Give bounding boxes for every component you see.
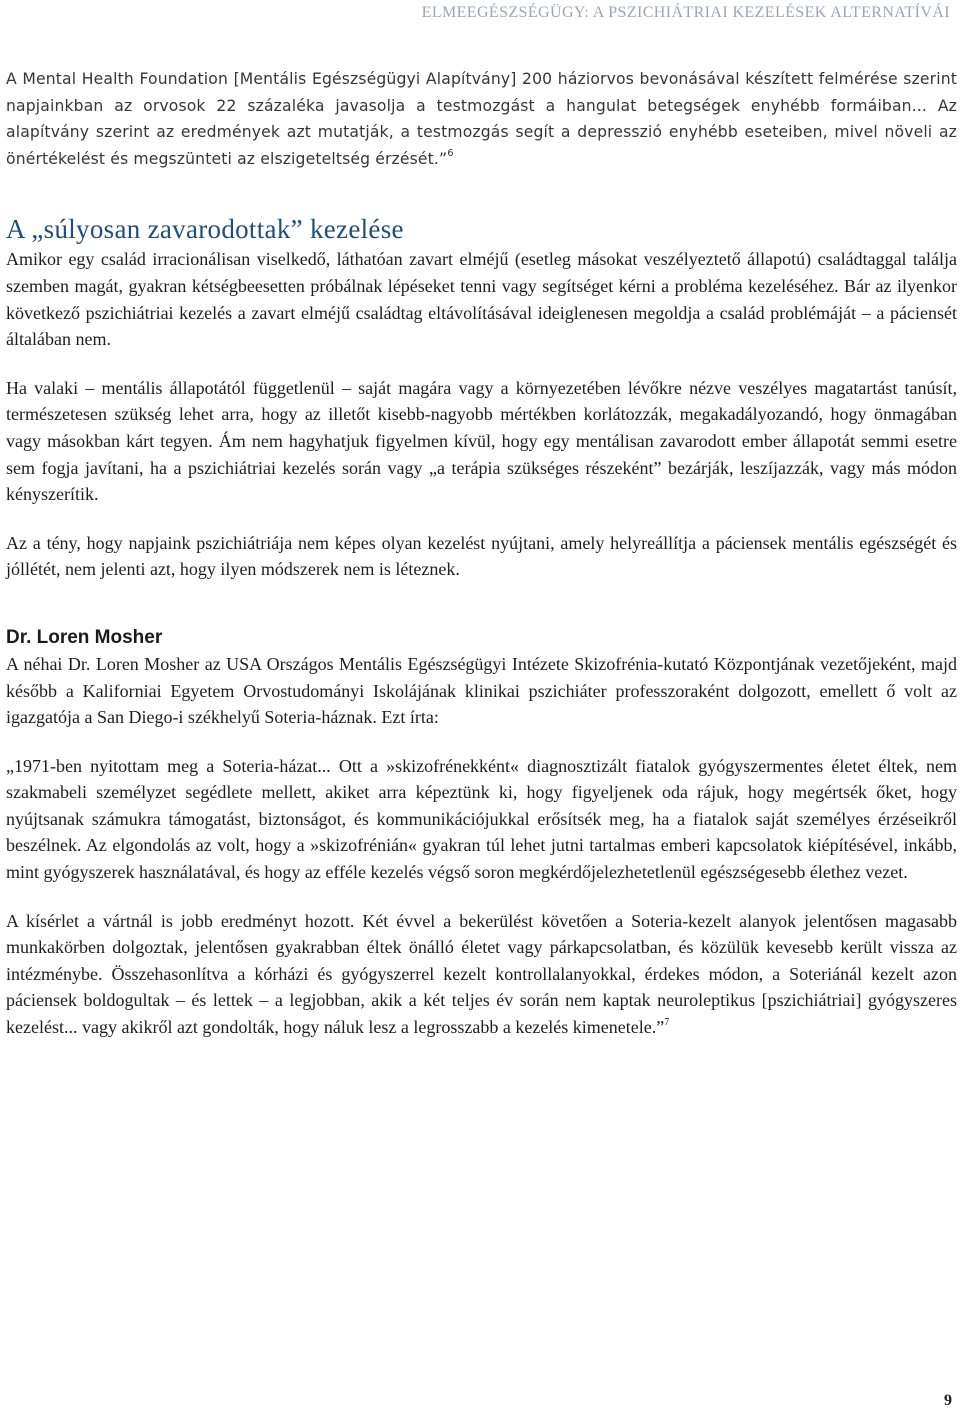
page-number: 9 — [944, 1392, 952, 1409]
section-paragraph-1: Amikor egy család irracionálisan viselkedő, láthatóan zavart elméjű (esetleg másokat veszélyeztető állapotú) családtaggal találja szemben magát, gyakran kétségbeesetten próbálnak lépéseket tenni vagy segítséget kérni a probléma kezeléséhez. Bár az ilyenkor következő pszichiátriai kezelés a zavart elméjű családtag eltávolításával ideiglenesen megoldja a család problémáját – a páciensét általában nem. — [6, 249, 957, 350]
section-heading: A „súlyosan zavarodottak” kezelése — [6, 214, 404, 245]
mosher-intro-paragraph: A néhai Dr. Loren Mosher az USA Országos Mentális Egészségügyi Intézete Skizofrénia-kutató Központjának vezetőjeként, majd később a Kaliforniai Egyetem Orvostudományi Iskolájának klinikai pszichiáter professzoraként dolgozott, emellett ő volt az igazgatója a San Diego-i székhelyű Soteria-háznak. Ezt írta: — [6, 653, 957, 728]
footnote-ref-6[interactable]: 6 — [447, 147, 454, 159]
section-paragraph-3: Az a tény, hogy napjaink pszichiátriája nem képes olyan kezelést nyújtani, amely helyreállítja a páciensek mentális egészségét és jóllétét, nem jelenti azt, hogy ilyen módszerek nem is léteznek. — [6, 532, 957, 580]
mosher-quote-text: A kísérlet a vártnál is jobb eredményt hozott. Két évvel a bekerülést követően a Soteria-kezelt alanyok jelentősen magasabb munkakörben dolgoztak, jelentősen gyakrabban éltek önálló életet vagy párkapcsolatban, és közülük kevesebb került vissza az intézménybe. Összehasonlítva a kórházi és gyógyszerrel kezelt kontrollalanyokkal, érdekes módon, a Soteriánál kezelt azon páciensek boldogultak – és lettek – a legjobban, akik a két teljes év során nem kaptak neuroleptikus [pszichiátriai] gyógyszeres kezelést... vagy akikről azt gondolták, hogy náluk lesz a legrosszabb a kezelés kimenetele.” — [6, 910, 957, 1038]
intro-quote-paragraph — [6, 66, 957, 172]
page-content — [6, 66, 957, 1041]
running-header: ELMEEGÉSZSÉGÜGY: A PSZICHIÁTRIAI KEZELÉSEK ALTERNATÍVÁI — [421, 4, 950, 21]
mosher-quote-paragraph-1: „1971-ben nyitottam meg a Soteria-házat... Ott a »skizofrénekként« diagnosztizált fiatalok gyógyszermentes életet éltek, nem szakmabeli személyzet segédlete mellett, akiket arra képeztünk ki, hogy figyeljenek oda rájuk, hogy megértsék őket, hogy nyújtsanak számukra támogatást, biztonságot, és kommunikációjukkal erősítsék meg, ha a fiatalok saját személyes érzéseikről beszélnek. Az elgondolás az volt, hogy a »skizofrénián« gyakran túl lehet jutni tartalmas emberi kapcsolatok kiépítésével, inkább, mint gyógyszerek használatával, és hogy az efféle kezelés végső soron megkérdőjelezhetetlenül egészségesebb élethez vezet. — [6, 755, 957, 883]
mosher-quote-paragraph-2 — [6, 908, 957, 1041]
mosher-heading: Dr. Loren Mosher — [6, 626, 163, 648]
section-paragraph-2: Ha valaki – mentális állapotától függetlenül – saját magára vagy a környezetében lévőkre nézve veszélyes magatartást tanúsít, természetesen szükség lehet arra, hogy az illetőt kisebb-nagyobb mértékben korlátozzák, megakadályozandó, hogy önmagában vagy másokban kárt tegyen. Ám nem hagyhatjuk figyelmen kívül, hogy egy mentálisan zavarodott ember állapotát semmi esetre sem fogja javítani, ha a pszichiátriai kezelés során vagy „a terápia szükséges részeként” bezárják, leszíjazzák, vagy más módon kényszerítik. — [6, 377, 957, 505]
intro-quote-text: A Mental Health Foundation [Mentális Egészségügyi Alapítvány] 200 háziorvos bevonásával készített felmérése szerint napjainkban az orvosok 22 százaléka javasolja a testmozgást a hangulat betegségek enyhébb formáiban... Az alapítvány szerint az eredmények azt mutatják, a testmozgás segít a depresszió enyhébb eseteiben, mivel növeli az önértékelést és megszünteti az elszigeteltség érzését.” — [6, 70, 957, 168]
footnote-ref-7[interactable]: 7 — [664, 1017, 670, 1029]
